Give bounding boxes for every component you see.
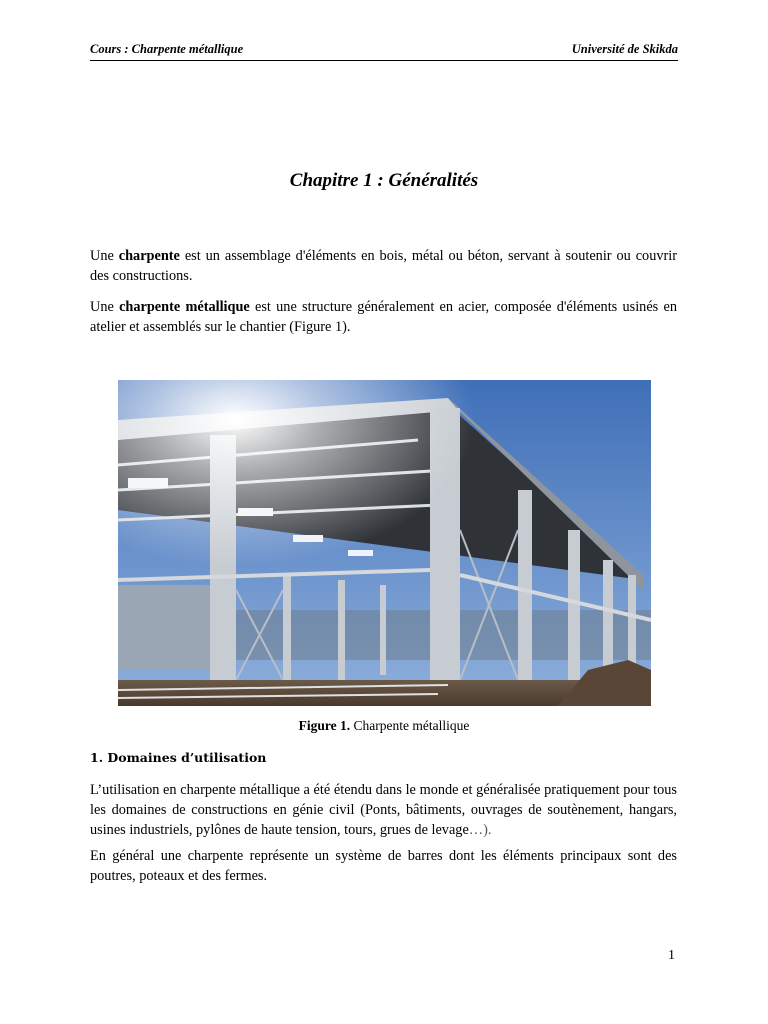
ellipsis-text: …). [468,822,492,838]
figure-steel-frame-photo [118,380,651,706]
page-number: 1 [668,948,675,963]
term-charpente-metallique: charpente métallique [119,299,250,315]
chapter-title: Chapitre 1 : Généralités [289,170,479,191]
header-university: Université de Skikda [571,42,678,56]
section-heading-domaines: 1. Domaines d’utilisation [90,750,267,765]
figure-caption [0,718,768,734]
header-course-title: Cours : Charpente métallique [90,42,244,56]
paragraph-systeme-barres: En général une charpente représente un système de barres dont les éléments principaux sont des poutres, poteaux et des fermes. [90,848,677,884]
paragraph-utilisation: L’utilisation en charpente métallique a été étendu dans le monde et généralisée pratiquement pour tous les domaines de constructions en génie civil (Ponts, bâtiments, ouvrages de soutènement, hangars, usines industriels, pylônes de haute tension, tours, grues de levage…). [90,782,677,838]
term-charpente: charpente [118,248,180,264]
figure-caption-label: Figure 1. [298,718,351,733]
paragraph-charpente-definition: Une charpente est un assemblage d'éléments en bois, métal ou béton, servant à soutenir ou couvrir des constructions. [90,248,677,284]
figure-caption-text: Charpente métallique [350,718,470,733]
page-header [90,42,678,61]
paragraph-charpente-metallique-definition: Une charpente métallique est une structure généralement en acier, composée d'éléments usinés en atelier et assemblés sur le chantier (Figure 1). [90,299,677,335]
